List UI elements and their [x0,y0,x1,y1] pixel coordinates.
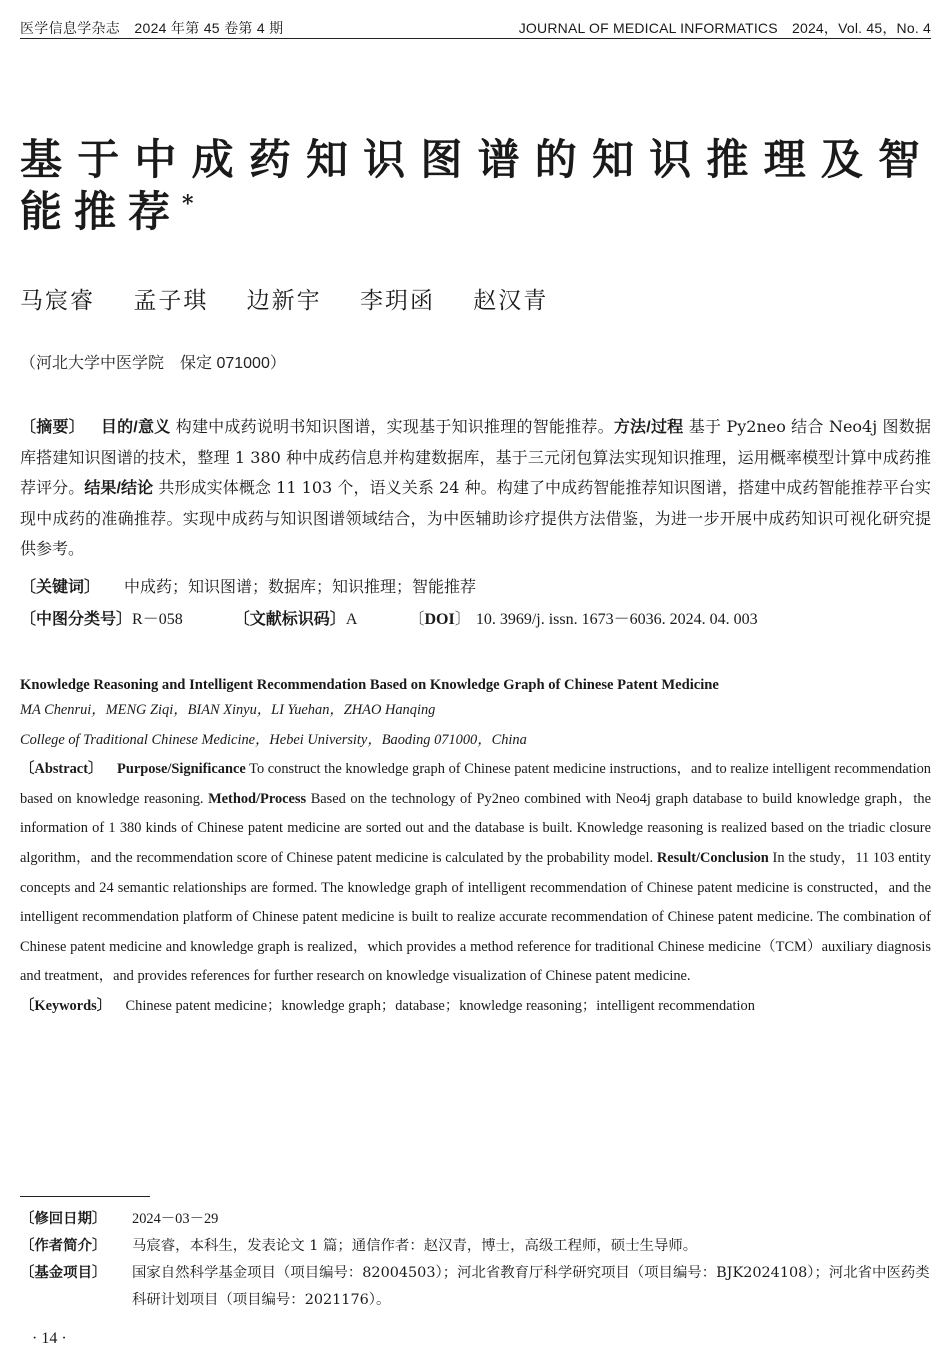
author-name: 赵汉青 [473,288,549,314]
keywords-cn [20,574,476,601]
abstract-cn-label: 〔摘要〕 [20,419,85,436]
result-label: 结果/结论 [84,480,154,497]
keywords-cn-value: 中成药；知识图谱；数据库；知识推理；智能推荐 [124,577,477,596]
english-keywords-label: 〔Keywords〕 [20,997,112,1014]
fund-label: 〔基金项目〕 [20,1265,107,1281]
keywords-cn-label: 〔关键词〕 [20,579,101,596]
english-abstract [20,755,931,992]
footnotes [20,1206,931,1314]
english-abstract-block [20,674,931,1022]
english-authors: MA Chenrui，MENG Ziqi，BIAN Xinyu，LI Yuehan，ZHAO Hanqing [20,702,436,718]
footnote-fund [20,1260,931,1314]
affiliation-cn: （河北大学中医学院 保定 071000） [20,355,286,372]
doi-bracket-open: 〔 [408,609,425,628]
english-purpose-label: Purpose/Significance [117,761,246,778]
abstract-cn [20,412,931,564]
english-abstract-label: 〔Abstract〕 [20,761,103,778]
classification-line [20,606,931,633]
author-name: 边新宇 [246,288,322,314]
result-text: 共形成实体概念 11 103 个，语义关系 24 种。构建了中成药智能推荐知识图谱，搭建中成药智能推荐平台实现中成药的准确推荐。实现中成药与知识图谱领域结合，为中医辅助诊疗提供方法借鉴，为进一步开展中成药知识可视化研究提供参考。 [20,478,931,558]
doc-code-value: A [345,611,358,628]
english-method-text: Based on the technology of Py2neo combined with Neo4j graph database to build knowledge graph，the information of 1 380 kinds of Chinese patent medicine are sorted out and the database is built. Knowledge reasoning is realized based on the triadic closure algorithm，and the recommendation score of Chinese patent medicine is calculated by the probability model. [20,790,931,866]
doc-code-label: 〔文献标识码〕 [233,611,346,628]
article-title-text: 基于中成药知识图谱的知识推理及智能推荐 [20,135,932,236]
english-keywords-value: Chinese patent medicine；knowledge graph；database；knowledge reasoning；intelligent recommendation [125,997,755,1014]
header-journal-cn: 医学信息学杂志 2024 年第 45 卷第 4 期 [20,20,284,36]
fund-value: 国家自然科学基金项目（项目编号：82004503）；河北省教育厅科学研究项目（项目编号：BJK2024108）；河北省中医药类科研计划项目（项目编号：2021176）。 [132,1265,930,1308]
author-name: 李玥函 [359,288,435,314]
english-result-text: In the study，11 103 entity concepts and 24 semantic relationships are formed. The knowledge graph of intelligent recommendation of Chinese patent medicine is constructed，and the intelligent recommendation platform of Chinese patent medicine is built to realize accurate recommendation of Chinese patent medicine. The combination of Chinese patent medicine and knowledge graph is realized，which provides a method reference for traditional Chinese medicine（TCM）auxiliary diagnosis and treatment，and provides references for further research on knowledge visualization of Chinese patent medicine. [20,849,931,985]
author-bio-label: 〔作者简介〕 [20,1238,107,1254]
revised-date-label: 〔修回日期〕 [20,1211,107,1227]
author-name: 孟子琪 [133,288,209,314]
footnote-divider [20,1196,150,1197]
english-keywords [20,992,931,1022]
english-purpose-text: To construct the knowledge graph of Chinese patent medicine instructions，and to realize intelligent recommendation based on knowledge reasoning. [20,761,931,807]
page-number: · 14 · [32,1330,67,1347]
purpose-label: 目的/意义 [100,419,171,436]
footnote-author [20,1233,931,1260]
revised-date-value: 2024－03－29 [132,1211,219,1227]
clc-label: 〔中图分类号〕 [20,611,133,628]
author-name: 马宸睿 [20,288,95,314]
article-title [20,134,932,238]
clc-value: R－058 [132,611,183,628]
header-journal-en: JOURNAL OF MEDICAL INFORMATICS 2024，Vol. 45，No. 4 [518,20,931,36]
title-footnote-mark: * [182,191,194,217]
method-text: 基于 Py2neo 结合 Neo4j 图数据库搭建知识图谱的技术，整理 1 380 种中成药信息并构建数据库，基于三元闭包算法实现知识推理，运用概率模型计算中成药推荐评分。 [20,417,931,497]
english-result-label: Result/Conclusion [656,849,769,866]
purpose-text: 构建中成药说明书知识图谱，实现基于知识推理的智能推荐。 [175,417,614,436]
doi-value: 10. 3969/j. issn. 1673－6036. 2024. 04. 003 [475,611,758,628]
method-label: 方法/过程 [613,419,684,436]
doi-label: DOI [424,611,455,628]
author-list [20,282,573,315]
doi-bracket-close: 〕 [454,609,471,628]
english-title: Knowledge Reasoning and Intelligent Recommendation Based on Knowledge Graph of Chinese Patent Medicine [20,677,719,693]
english-method-label: Method/Process [208,790,307,807]
running-header [20,18,931,39]
author-bio-value: 马宸睿，本科生，发表论文 1 篇；通信作者：赵汉青，博士，高级工程师，硕士生导师。 [132,1238,698,1254]
footnote-revised [20,1206,931,1233]
english-affiliation: College of Traditional Chinese Medicine，Hebei University，Baoding 071000，China [20,731,527,748]
